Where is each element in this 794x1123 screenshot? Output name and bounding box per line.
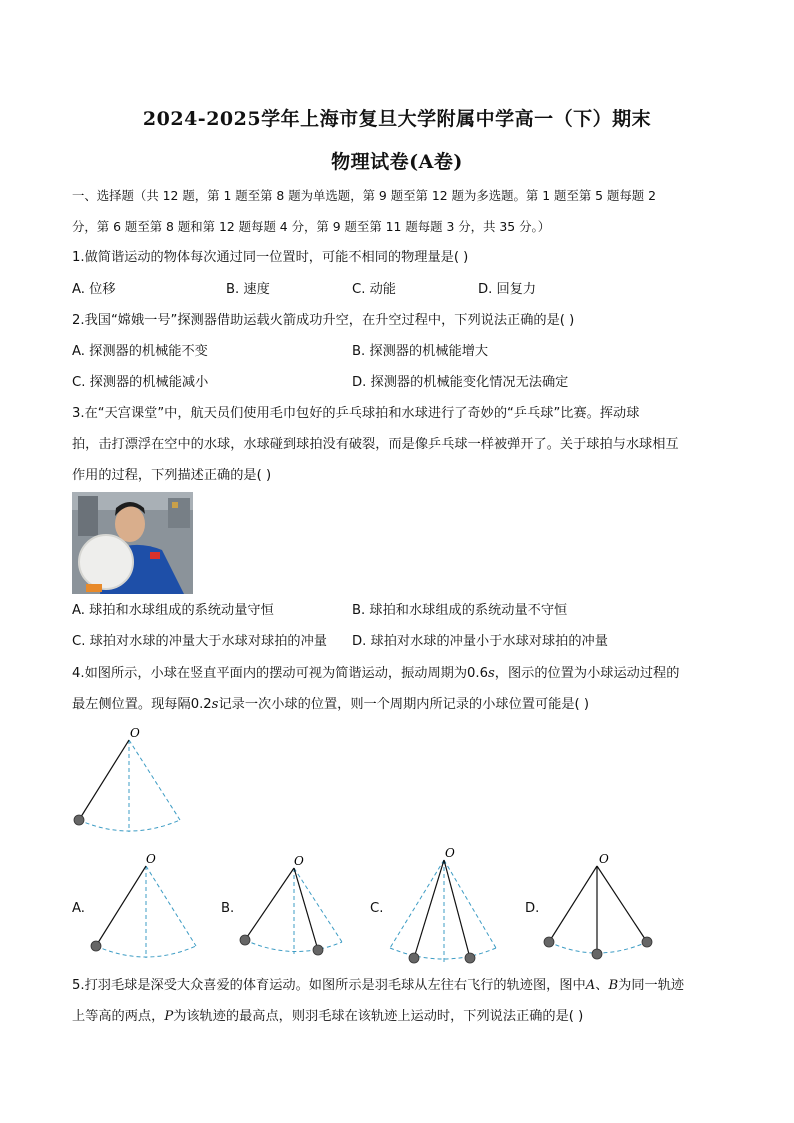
q5-text-1a: 5.打羽毛球是深受大众喜爱的体育运动。如图所示是羽毛球从左往右飞行的轨迹图，图中 (72, 978, 586, 993)
q3-option-d: D. 球拍对水球的冲量小于水球对球拍的冲量 (352, 634, 608, 649)
q4-option-c-figure (386, 844, 502, 968)
section-instructions-line2: 分，第 6 题至第 8 题和第 12 题每题 4 分，第 9 题至第 11 题每题 3 分，共 35 分。） (72, 219, 551, 234)
q3-option-c: C. 球拍对水球的冲量大于水球对球拍的冲量 (72, 634, 327, 649)
q2-stem: 2.我国“嫦娥一号”探测器借助运载火箭成功升空，在升空过程中，下列说法正确的是( ) (72, 313, 575, 328)
q3-stem-line2: 拍，击打漂浮在空中的水球，水球碰到球拍没有破裂，而是像乒乓球一样被弹开了。关于球拍与水球相互 (72, 437, 679, 452)
pendulum-ball-left (409, 953, 419, 963)
pendulum-ball-left (240, 935, 250, 945)
pendulum-string-right (294, 868, 318, 950)
q5-point-p: P (164, 1009, 174, 1024)
q3-stem-line3: 作用的过程，下列描述正确的是( ) (72, 468, 272, 483)
q4-stem-line1 (72, 664, 679, 684)
q4-option-d-label: D. (525, 901, 540, 916)
q4-option-c-label: C. (370, 901, 384, 916)
q1-option-b: B. 速度 (226, 282, 270, 297)
q3-option-b: B. 球拍和水球组成的系统动量不守恒 (352, 603, 568, 618)
q3-stem-line1: 3.在“天宫课堂”中，航天员们使用毛巾包好的乒乓球拍和水球进行了奇妙的“乒乓球”比赛。挥动球 (72, 406, 640, 421)
astronaut-photo (72, 492, 193, 594)
pivot-label: O (130, 726, 140, 740)
q4-unit-s: s (488, 666, 495, 681)
right-extreme-dashed-line (146, 866, 196, 946)
q4-text-1b: ，图示的位置为小球运动过程的 (494, 666, 680, 681)
page-title: 2024-2025学年上海市复旦大学附属中学高一（下）期末 (142, 108, 652, 130)
q3-option-a: A. 球拍和水球组成的系统动量守恒 (72, 603, 274, 618)
q5-stem-line2 (72, 1007, 583, 1027)
q4-period: 0.6 (467, 666, 489, 681)
q4-text-1a: 4.如图所示，小球在竖直平面内的摆动可视为简谐运动，振动周期为 (72, 666, 468, 681)
q4-unit-s-2: s (211, 697, 219, 712)
q4-option-a-label: A. (72, 901, 85, 916)
pendulum-string-left (549, 866, 597, 942)
pendulum-ball-right (313, 945, 323, 955)
q5-stem-line1 (72, 976, 684, 996)
left-extreme-dashed-line (390, 860, 444, 948)
q4-stem-line2 (72, 695, 589, 715)
q5-point-a: A (585, 978, 596, 993)
q4-text-2b: 记录一次小球的位置，则一个周期内所记录的小球位置可能是( ) (218, 697, 589, 712)
q1-stem: 1.做简谐运动的物体每次通过同一位置时，可能不相同的物理量是( ) (72, 250, 469, 265)
q4-option-d-figure (540, 850, 656, 964)
pendulum-ball (91, 941, 101, 951)
pendulum-string (96, 866, 146, 946)
right-extreme-dashed-line (294, 868, 342, 942)
q5-text-2a: 上等高的两点， (72, 1009, 165, 1024)
q1-option-a: A. 位移 (72, 282, 116, 297)
pendulum-ball (74, 815, 84, 825)
q5-sep: 、 (595, 978, 609, 993)
q2-option-b: B. 探测器的机械能增大 (352, 344, 489, 359)
q4-text-2a: 最左侧位置。现每隔 (72, 697, 191, 712)
q5-text-1b: 为同一轨迹 (618, 978, 685, 993)
pendulum-string-right (444, 860, 470, 958)
pendulum-ball-right (642, 937, 652, 947)
pivot-label: O (146, 852, 156, 866)
arc-dashed (390, 948, 496, 959)
q4-option-a-figure (88, 850, 202, 966)
pendulum-string-left (245, 868, 294, 940)
q4-option-b-label: B. (221, 901, 235, 916)
q2-option-a: A. 探测器的机械能不变 (72, 344, 208, 359)
q2-option-d: D. 探测器的机械能变化情况无法确定 (352, 375, 569, 390)
pivot-label: O (445, 846, 455, 860)
section-instructions-line1: 一、选择题（共 12 题，第 1 题至第 8 题为单选题，第 9 题至第 12 题为多选题。第 1 题至第 5 题每题 2 (72, 188, 656, 203)
right-extreme-dashed-line (129, 740, 180, 820)
q2-option-c: C. 探测器的机械能减小 (72, 375, 209, 390)
pivot-label: O (294, 854, 304, 868)
pendulum-string-left (414, 860, 444, 958)
q1-option-d: D. 回复力 (478, 282, 537, 297)
q4-option-b-figure (236, 852, 350, 962)
page-subtitle: 物理试卷(A卷) (331, 151, 463, 173)
pivot-label: O (599, 852, 609, 866)
q5-point-b: B (608, 978, 619, 993)
q1-option-c: C. 动能 (352, 282, 396, 297)
right-extreme-dashed-line (444, 860, 496, 948)
q4-interval: 0.2 (190, 697, 212, 712)
pendulum-ball-right (465, 953, 475, 963)
pendulum-string (79, 740, 129, 820)
pendulum-figure-main (66, 724, 190, 836)
pendulum-ball-center (592, 949, 602, 959)
pendulum-string-right (597, 866, 647, 942)
q5-text-2b: 为该轨迹的最高点，则羽毛球在该轨迹上运动时，下列说法正确的是( ) (173, 1009, 584, 1024)
pendulum-ball-left (544, 937, 554, 947)
